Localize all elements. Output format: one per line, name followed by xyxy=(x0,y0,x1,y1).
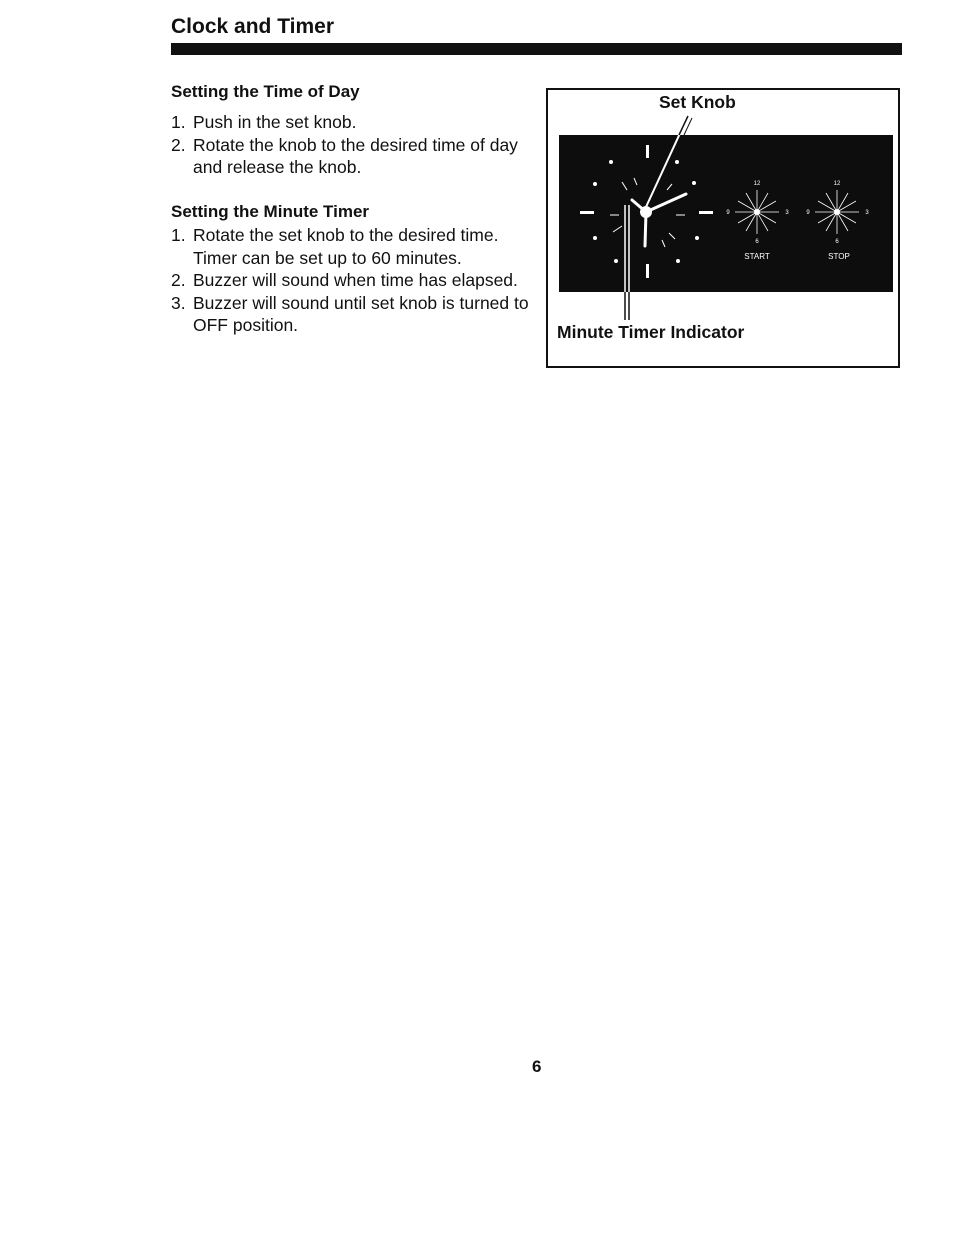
set-knob-label: Set Knob xyxy=(659,92,736,112)
main-clock-hub xyxy=(640,206,652,218)
stop-dial-number-6: 6 xyxy=(835,239,839,245)
start-dial-number-12: 12 xyxy=(753,181,761,187)
step-item xyxy=(171,292,531,337)
step-text: Buzzer will sound until set knob is turned to OFF position. xyxy=(193,292,529,335)
step-item xyxy=(171,269,531,292)
title-divider-bar xyxy=(171,43,902,55)
section-heading-minute-timer: Setting the Minute Timer xyxy=(171,202,370,221)
step-item xyxy=(171,224,531,269)
start-label: START xyxy=(744,252,770,261)
step-text: Buzzer will sound when time has elapsed. xyxy=(193,270,518,290)
steps-time-of-day xyxy=(171,111,531,179)
step-item xyxy=(171,134,531,179)
step-number: 1. xyxy=(171,225,186,245)
step-text: Push in the set knob. xyxy=(193,112,357,132)
steps-minute-timer xyxy=(171,224,531,337)
step-text: Rotate the set knob to the desired time. Timer can be set up to 60 minutes. xyxy=(193,225,499,268)
start-dial-number-3: 3 xyxy=(785,210,789,216)
set-knob-leader-line-outside xyxy=(679,116,688,135)
stop-label: STOP xyxy=(828,252,850,261)
step-text: Rotate the knob to the desired time of day and release the knob. xyxy=(193,134,518,177)
step-number: 1. xyxy=(171,112,186,132)
start-dial-number-9: 9 xyxy=(726,210,730,216)
step-number: 3. xyxy=(171,292,186,313)
step-number: 2. xyxy=(171,134,186,155)
step-number: 2. xyxy=(171,270,186,290)
minute-timer-indicator-label: Minute Timer Indicator xyxy=(557,322,745,342)
start-dial-number-6: 6 xyxy=(755,239,759,245)
section-heading-time-of-day: Setting the Time of Day xyxy=(171,82,360,101)
stop-dial-number-9: 9 xyxy=(806,210,810,216)
page-number: 6 xyxy=(532,1057,542,1076)
stop-dial-number-3: 3 xyxy=(865,210,869,216)
page-title: Clock and Timer xyxy=(171,15,334,38)
step-item xyxy=(171,111,531,134)
stop-dial-number-12: 12 xyxy=(833,181,841,187)
